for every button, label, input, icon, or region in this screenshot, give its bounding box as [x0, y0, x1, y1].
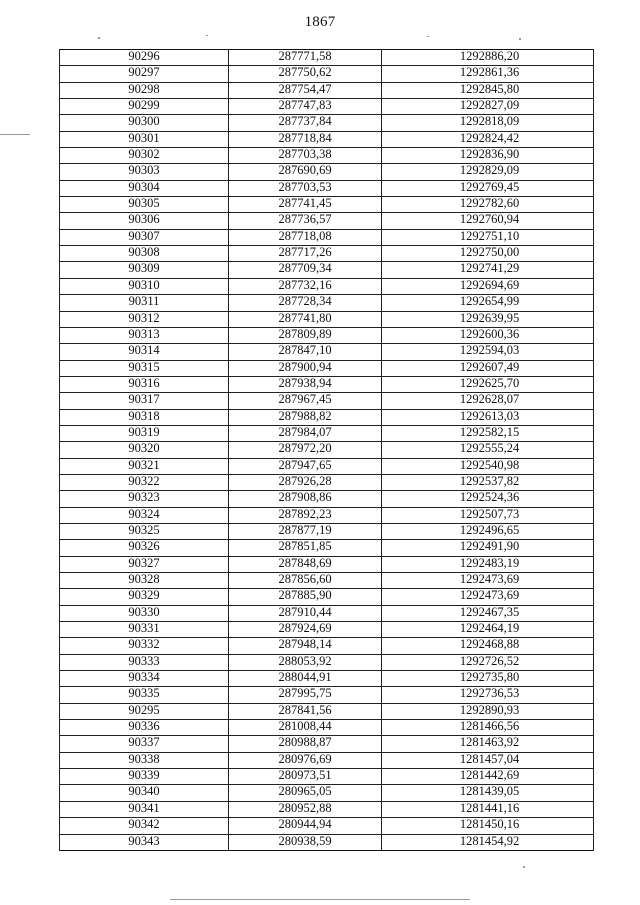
point-number-cell: 90321 [60, 458, 229, 474]
point-number-cell: 90320 [60, 442, 229, 458]
table-row [60, 523, 594, 539]
x-coordinate-cell: 287908,86 [229, 491, 382, 507]
y-coordinate-cell: 1292750,00 [382, 246, 594, 262]
x-coordinate-cell: 287718,08 [229, 229, 382, 245]
y-coordinate-cell: 1281463,92 [382, 736, 594, 752]
table-row [60, 703, 594, 719]
point-number-cell: 90311 [60, 295, 229, 311]
coordinates-table-body [60, 50, 594, 851]
table-row [60, 180, 594, 196]
page-number: 1867 [304, 14, 336, 30]
scan-speck [427, 36, 429, 37]
point-number-cell: 90329 [60, 589, 229, 605]
x-coordinate-cell: 287877,19 [229, 523, 382, 539]
table-row [60, 573, 594, 589]
table-row [60, 442, 594, 458]
y-coordinate-cell: 1292726,52 [382, 654, 594, 670]
point-number-cell: 90315 [60, 360, 229, 376]
y-coordinate-cell: 1292483,19 [382, 556, 594, 572]
x-coordinate-cell: 287709,34 [229, 262, 382, 278]
y-coordinate-cell: 1292464,19 [382, 622, 594, 638]
table-row [60, 197, 594, 213]
y-coordinate-cell: 1292540,98 [382, 458, 594, 474]
x-coordinate-cell: 287703,38 [229, 148, 382, 164]
point-number-cell: 90337 [60, 736, 229, 752]
point-number-cell: 90336 [60, 720, 229, 736]
x-coordinate-cell: 280952,88 [229, 801, 382, 817]
point-number-cell: 90312 [60, 311, 229, 327]
y-coordinate-cell: 1292760,94 [382, 213, 594, 229]
x-coordinate-cell: 287967,45 [229, 393, 382, 409]
x-coordinate-cell: 287847,10 [229, 344, 382, 360]
y-coordinate-cell: 1292836,90 [382, 148, 594, 164]
x-coordinate-cell: 287732,16 [229, 278, 382, 294]
point-number-cell: 90317 [60, 393, 229, 409]
x-coordinate-cell: 287841,56 [229, 703, 382, 719]
point-number-cell: 90300 [60, 115, 229, 131]
point-number-cell: 90324 [60, 507, 229, 523]
point-number-cell: 90333 [60, 654, 229, 670]
table-row [60, 654, 594, 670]
table-row [60, 687, 594, 703]
point-number-cell: 90306 [60, 213, 229, 229]
point-number-cell: 90341 [60, 801, 229, 817]
table-row [60, 99, 594, 115]
table-row [60, 360, 594, 376]
point-number-cell: 90308 [60, 246, 229, 262]
y-coordinate-cell: 1281466,56 [382, 720, 594, 736]
y-coordinate-cell: 1292473,69 [382, 589, 594, 605]
y-coordinate-cell: 1292845,80 [382, 82, 594, 98]
point-number-cell: 90316 [60, 376, 229, 392]
x-coordinate-cell: 287718,84 [229, 131, 382, 147]
table-row [60, 229, 594, 245]
x-coordinate-cell: 287851,85 [229, 540, 382, 556]
point-number-cell: 90309 [60, 262, 229, 278]
table-row [60, 752, 594, 768]
x-coordinate-cell: 287754,47 [229, 82, 382, 98]
table-row [60, 556, 594, 572]
point-number-cell: 90298 [60, 82, 229, 98]
y-coordinate-cell: 1292769,45 [382, 180, 594, 196]
y-coordinate-cell: 1292468,88 [382, 638, 594, 654]
y-coordinate-cell: 1292491,90 [382, 540, 594, 556]
y-coordinate-cell: 1292890,93 [382, 703, 594, 719]
y-coordinate-cell: 1292628,07 [382, 393, 594, 409]
table-row [60, 246, 594, 262]
y-coordinate-cell: 1281442,69 [382, 769, 594, 785]
y-coordinate-cell: 1292607,49 [382, 360, 594, 376]
y-coordinate-cell: 1292507,73 [382, 507, 594, 523]
table-row [60, 295, 594, 311]
y-coordinate-cell: 1281441,16 [382, 801, 594, 817]
y-coordinate-cell: 1292736,53 [382, 687, 594, 703]
x-coordinate-cell: 287948,14 [229, 638, 382, 654]
table-row [60, 507, 594, 523]
table-row [60, 131, 594, 147]
x-coordinate-cell: 288044,91 [229, 671, 382, 687]
table-row [60, 82, 594, 98]
y-coordinate-cell: 1281457,04 [382, 752, 594, 768]
point-number-cell: 90318 [60, 409, 229, 425]
y-coordinate-cell: 1281454,92 [382, 834, 594, 850]
point-number-cell: 90302 [60, 148, 229, 164]
point-number-cell: 90322 [60, 474, 229, 490]
coordinates-table [59, 49, 594, 851]
point-number-cell: 90326 [60, 540, 229, 556]
x-coordinate-cell: 287892,23 [229, 507, 382, 523]
table-row [60, 115, 594, 131]
y-coordinate-cell: 1281439,05 [382, 785, 594, 801]
table-row [60, 458, 594, 474]
point-number-cell: 90327 [60, 556, 229, 572]
point-number-cell: 90299 [60, 99, 229, 115]
y-coordinate-cell: 1292782,60 [382, 197, 594, 213]
y-coordinate-cell: 1292751,10 [382, 229, 594, 245]
table-row [60, 671, 594, 687]
x-coordinate-cell: 287717,26 [229, 246, 382, 262]
x-coordinate-cell: 287737,84 [229, 115, 382, 131]
point-number-cell: 90331 [60, 622, 229, 638]
table-row [60, 540, 594, 556]
x-coordinate-cell: 287690,69 [229, 164, 382, 180]
x-coordinate-cell: 287947,65 [229, 458, 382, 474]
table-row [60, 801, 594, 817]
table-row [60, 736, 594, 752]
point-number-cell: 90313 [60, 327, 229, 343]
y-coordinate-cell: 1292625,70 [382, 376, 594, 392]
table-row [60, 66, 594, 82]
table-row [60, 262, 594, 278]
y-coordinate-cell: 1292886,20 [382, 50, 594, 66]
point-number-cell: 90301 [60, 131, 229, 147]
x-coordinate-cell: 280965,05 [229, 785, 382, 801]
point-number-cell: 90325 [60, 523, 229, 539]
scan-edge-line [170, 899, 470, 900]
table-row [60, 278, 594, 294]
table-row [60, 148, 594, 164]
point-number-cell: 90330 [60, 605, 229, 621]
x-coordinate-cell: 287984,07 [229, 425, 382, 441]
point-number-cell: 90303 [60, 164, 229, 180]
x-coordinate-cell: 280938,59 [229, 834, 382, 850]
table-row [60, 622, 594, 638]
x-coordinate-cell: 287910,44 [229, 605, 382, 621]
y-coordinate-cell: 1292639,95 [382, 311, 594, 327]
point-number-cell: 90335 [60, 687, 229, 703]
point-number-cell: 90334 [60, 671, 229, 687]
y-coordinate-cell: 1292600,36 [382, 327, 594, 343]
y-coordinate-cell: 1292467,35 [382, 605, 594, 621]
table-row [60, 491, 594, 507]
table-row [60, 376, 594, 392]
point-number-cell: 90304 [60, 180, 229, 196]
x-coordinate-cell: 287924,69 [229, 622, 382, 638]
y-coordinate-cell: 1292741,29 [382, 262, 594, 278]
x-coordinate-cell: 287809,89 [229, 327, 382, 343]
y-coordinate-cell: 1292818,09 [382, 115, 594, 131]
point-number-cell: 90343 [60, 834, 229, 850]
y-coordinate-cell: 1292524,36 [382, 491, 594, 507]
y-coordinate-cell: 1292827,09 [382, 99, 594, 115]
x-coordinate-cell: 287848,69 [229, 556, 382, 572]
x-coordinate-cell: 287938,94 [229, 376, 382, 392]
x-coordinate-cell: 280973,51 [229, 769, 382, 785]
point-number-cell: 90310 [60, 278, 229, 294]
point-number-cell: 90328 [60, 573, 229, 589]
point-number-cell: 90323 [60, 491, 229, 507]
point-number-cell: 90295 [60, 703, 229, 719]
y-coordinate-cell: 1292654,99 [382, 295, 594, 311]
table-row [60, 818, 594, 834]
point-number-cell: 90307 [60, 229, 229, 245]
x-coordinate-cell: 287900,94 [229, 360, 382, 376]
x-coordinate-cell: 287771,58 [229, 50, 382, 66]
point-number-cell: 90340 [60, 785, 229, 801]
y-coordinate-cell: 1292582,15 [382, 425, 594, 441]
x-coordinate-cell: 287747,83 [229, 99, 382, 115]
point-number-cell: 90339 [60, 769, 229, 785]
x-coordinate-cell: 287885,90 [229, 589, 382, 605]
x-coordinate-cell: 287703,53 [229, 180, 382, 196]
x-coordinate-cell: 287972,20 [229, 442, 382, 458]
y-coordinate-cell: 1292473,69 [382, 573, 594, 589]
y-coordinate-cell: 1292694,69 [382, 278, 594, 294]
table-row [60, 474, 594, 490]
y-coordinate-cell: 1281450,16 [382, 818, 594, 834]
point-number-cell: 90297 [60, 66, 229, 82]
point-number-cell: 90319 [60, 425, 229, 441]
x-coordinate-cell: 287926,28 [229, 474, 382, 490]
table-row [60, 327, 594, 343]
point-number-cell: 90332 [60, 638, 229, 654]
table-row [60, 589, 594, 605]
x-coordinate-cell: 280976,69 [229, 752, 382, 768]
y-coordinate-cell: 1292824,42 [382, 131, 594, 147]
point-number-cell: 90342 [60, 818, 229, 834]
table-row [60, 785, 594, 801]
point-number-cell: 90314 [60, 344, 229, 360]
table-row [60, 311, 594, 327]
x-coordinate-cell: 287750,62 [229, 66, 382, 82]
x-coordinate-cell: 280988,87 [229, 736, 382, 752]
table-row [60, 164, 594, 180]
table-row [60, 769, 594, 785]
y-coordinate-cell: 1292861,36 [382, 66, 594, 82]
table-row [60, 344, 594, 360]
x-coordinate-cell: 287995,75 [229, 687, 382, 703]
table-row [60, 409, 594, 425]
y-coordinate-cell: 1292594,03 [382, 344, 594, 360]
x-coordinate-cell: 287728,34 [229, 295, 382, 311]
y-coordinate-cell: 1292613,03 [382, 409, 594, 425]
scan-speck [519, 38, 521, 40]
y-coordinate-cell: 1292555,24 [382, 442, 594, 458]
x-coordinate-cell: 287988,82 [229, 409, 382, 425]
table-row [60, 50, 594, 66]
y-coordinate-cell: 1292537,82 [382, 474, 594, 490]
table-row [60, 605, 594, 621]
x-coordinate-cell: 287741,45 [229, 197, 382, 213]
y-coordinate-cell: 1292829,09 [382, 164, 594, 180]
x-coordinate-cell: 280944,94 [229, 818, 382, 834]
table-row [60, 638, 594, 654]
x-coordinate-cell: 287736,57 [229, 213, 382, 229]
scan-speck [206, 35, 208, 36]
y-coordinate-cell: 1292496,65 [382, 523, 594, 539]
table-row [60, 834, 594, 850]
table-row [60, 720, 594, 736]
table-row [60, 425, 594, 441]
x-coordinate-cell: 287741,80 [229, 311, 382, 327]
point-number-cell: 90296 [60, 50, 229, 66]
x-coordinate-cell: 287856,60 [229, 573, 382, 589]
x-coordinate-cell: 288053,92 [229, 654, 382, 670]
scan-speck [98, 37, 100, 39]
table-row [60, 393, 594, 409]
point-number-cell: 90305 [60, 197, 229, 213]
scan-speck [523, 866, 525, 868]
scan-edge-line [0, 134, 30, 135]
y-coordinate-cell: 1292735,80 [382, 671, 594, 687]
x-coordinate-cell: 281008,44 [229, 720, 382, 736]
point-number-cell: 90338 [60, 752, 229, 768]
table-row [60, 213, 594, 229]
